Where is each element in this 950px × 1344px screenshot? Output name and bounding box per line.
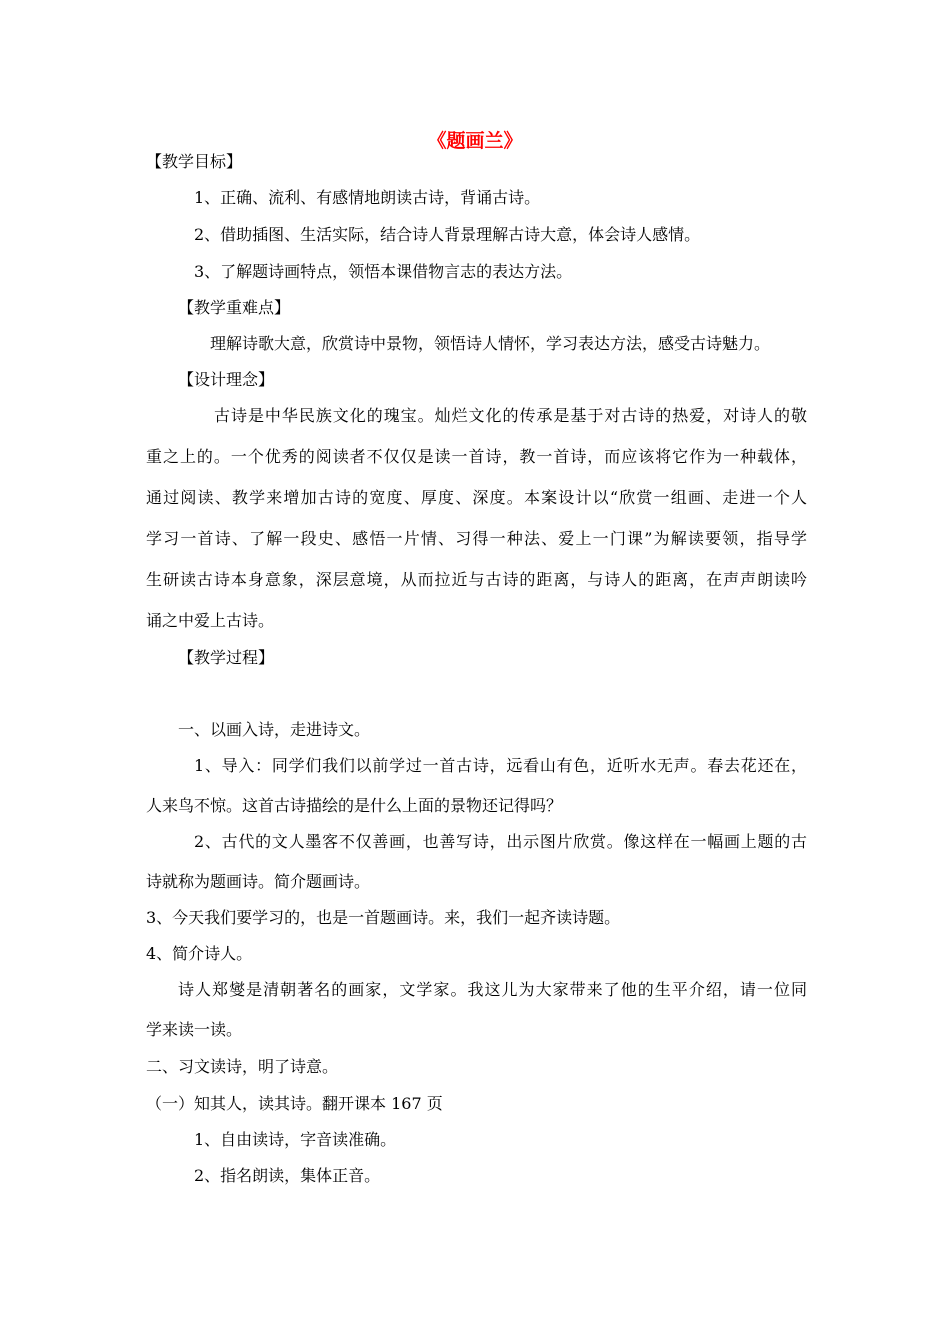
design-paragraph-line: 诵之中爱上古诗。 — [146, 611, 275, 630]
poet-intro-line: 学来读一读。 — [146, 1020, 243, 1039]
section-1-item-3: 3、今天我们要学习的，也是一首题画诗。来，我们一起齐读诗题。 — [146, 908, 621, 927]
section-1-item-2-line: 2、古代的文人墨客不仅善画，也善写诗，出示图片欣赏。像这样在一幅画上题的古 — [194, 832, 807, 851]
goal-item-3: 3、了解题诗画特点，领悟本课借物言志的表达方法。 — [194, 262, 573, 281]
design-paragraph-line: 重之上的。一个优秀的阅读者不仅仅是读一首诗，教一首诗，而应该将它作为一种载体， — [146, 447, 807, 466]
goal-item-2: 2、借助插图、生活实际，结合诗人背景理解古诗大意，体会诗人感情。 — [194, 225, 701, 244]
section-2-item-2: 2、指名朗读，集体正音。 — [194, 1166, 381, 1185]
design-heading: 【设计理念】 — [178, 370, 275, 389]
key-points-text: 理解诗歌大意，欣赏诗中景物，领悟诗人情怀，学习表达方法，感受古诗魅力。 — [210, 334, 771, 353]
section-1-heading: 一、以画入诗，走进诗文。 — [178, 720, 371, 739]
section-2-item-1: 1、自由读诗，字音读准确。 — [194, 1130, 397, 1149]
design-paragraph-line: 生研读古诗本身意象，深层意境，从而拉近与古诗的距离，与诗人的距离，在声声朗读吟 — [146, 570, 807, 589]
process-heading: 【教学过程】 — [178, 648, 275, 667]
goal-item-1: 1、正确、流利、有感情地朗读古诗，背诵古诗。 — [194, 188, 541, 207]
section-1-item-1-line: 1、导入：同学们我们以前学过一首古诗，远看山有色，近听水无声。春去花还在， — [194, 756, 807, 775]
section-1-item-2-line: 诗就称为题画诗。简介题画诗。 — [146, 872, 371, 891]
poet-intro-line: 诗人郑燮是清朝著名的画家，文学家。我这儿为大家带来了他的生平介绍，请一位同 — [178, 980, 807, 999]
design-paragraph-line: 学习一首诗、了解一段史、感悟一片情、习得一种法、爱上一门课”为解读要领，指导学 — [146, 529, 807, 548]
goals-heading: 【教学目标】 — [146, 152, 243, 171]
design-paragraph-line: 古诗是中华民族文化的瑰宝。灿烂文化的传承是基于对古诗的热爱，对诗人的敬 — [214, 406, 807, 425]
section-1-item-1-line: 人来鸟不惊。这首古诗描绘的是什么上面的景物还记得吗？ — [146, 796, 563, 815]
section-2-heading: 二、习文读诗，明了诗意。 — [146, 1057, 339, 1076]
design-paragraph-line: 通过阅读、教学来增加古诗的宽度、厚度、深度。本案设计以“欣赏一组画、走进一个人 — [146, 488, 807, 507]
document-title: 《题画兰》 — [427, 130, 523, 152]
key-points-heading: 【教学重难点】 — [178, 298, 291, 317]
section-2-sub-1: （一）知其人，读其诗。翻开课本 167 页 — [146, 1094, 443, 1113]
section-1-item-4: 4、简介诗人。 — [146, 944, 253, 963]
